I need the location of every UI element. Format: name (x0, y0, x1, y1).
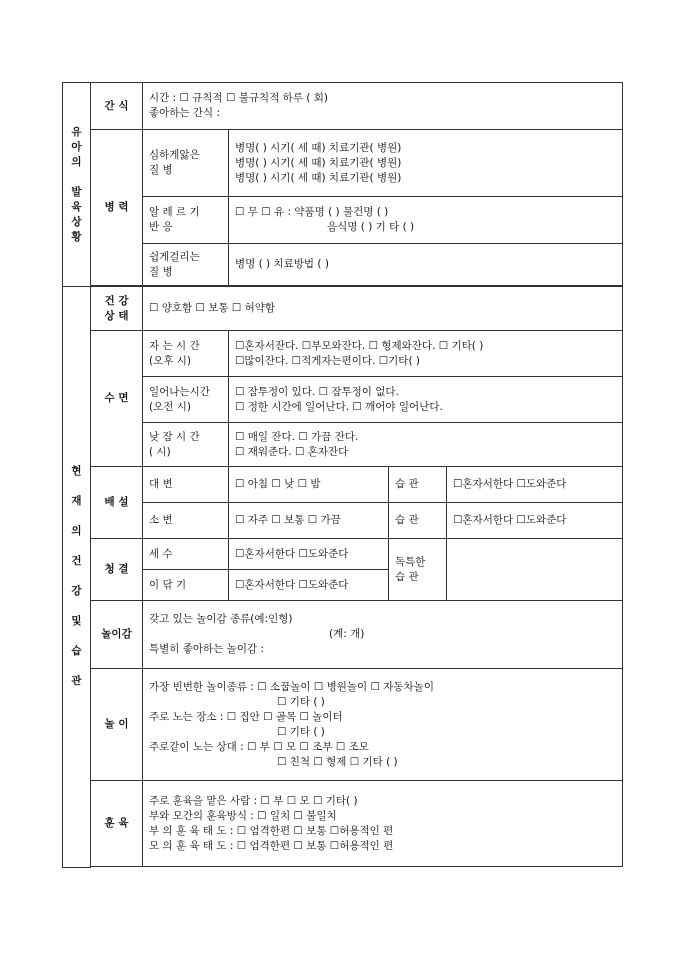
wake-options: ☐ 잠투정이 있다. ☐ 잠투정이 없다. ☐ 정한 시간에 일어난다. ☐ 깨어야 일어난다. (229, 377, 623, 423)
hygiene-label: 청 결 (91, 539, 143, 601)
wake-time-label: 일어나는시간 (오전 시) (143, 377, 229, 423)
health-status-label: 건 강 상 태 (91, 287, 143, 331)
discipline-label: 훈 육 (91, 781, 143, 867)
section-current-health-habits: 현 재 의 건 강 및 습 관 (63, 287, 91, 868)
illness-record-line[interactable]: 병명( ) 시기( 세 때) 치료기관( 병원) (235, 156, 402, 169)
snack-content (143, 83, 623, 130)
allergy-label: 알 레 르 기 반 응 (143, 197, 229, 244)
severe-illness-label: 심하게앓은 질 병 (143, 130, 229, 197)
prone-illness-label: 쉽게걸리는 질 병 (143, 244, 229, 286)
urine-habit-options[interactable]: ☐혼자서한다 ☐도와준다 (447, 503, 623, 539)
prone-illness-content (229, 244, 623, 286)
allergy-content (229, 197, 623, 244)
allergy-food-line[interactable]: 음식명 ( ) 기 타 ( ) (327, 221, 415, 233)
urine-label: 소 변 (143, 503, 229, 539)
health-status-options[interactable]: ☐ 양호함 ☐ 보통 ☐ 허약함 (143, 287, 623, 331)
discipline-content: 주로 훈육을 맡은 사람 : ☐ 부 ☐ 모 ☐ 기타( ) 부와 모간의 훈육방식 : ☐ 일치 ☐ 불일치 부 의 훈 육 태 도 : ☐ 엄격한편 ☐ 보통 ☐허용적인 편 모 의 훈 육 태 도 : ☐ 엄격한편 ☐ 보통 ☐허용적인 편 (143, 781, 623, 867)
bowel-habit-options[interactable]: ☐혼자서한다 ☐도와준다 (447, 467, 623, 503)
bowel-options[interactable]: ☐ 아침 ☐ 낮 ☐ 밤 (229, 467, 389, 503)
toys-label: 놀이감 (91, 601, 143, 669)
nap-options: ☐ 매일 잔다. ☐ 가끔 잔다. ☐ 재워준다. ☐ 혼자잔다 (229, 423, 623, 467)
child-record-form (62, 82, 623, 868)
illness-record-line[interactable]: 병명( ) 시기( 세 때) 치료기관( 병원) (235, 171, 402, 184)
unique-habit-field[interactable] (447, 539, 623, 601)
sleep-label: 수 면 (91, 331, 143, 467)
face-wash-label: 세 수 (143, 539, 229, 570)
section-infant-development: 유 아 의 발 육 상 황 (63, 83, 91, 287)
tooth-brush-options[interactable]: ☐혼자서한다 ☐도와준다 (229, 570, 389, 601)
face-wash-options[interactable]: ☐혼자서한다 ☐도와준다 (229, 539, 389, 570)
snack-favorite-line[interactable]: 좋아하는 간식 : (149, 107, 221, 119)
illness-label: 병 력 (91, 130, 143, 286)
snack-label: 간 식 (91, 83, 143, 130)
bowel-habit-label: 습 관 (389, 467, 447, 503)
tooth-brush-label: 이 닦 기 (143, 570, 229, 601)
urine-options[interactable]: ☐ 자주 ☐ 보통 ☐ 가끔 (229, 503, 389, 539)
severe-illness-content (229, 130, 623, 197)
bedtime-options: ☐혼자서잔다. ☐부모와잔다. ☐ 형제와잔다. ☐ 기타( ) ☐많이잔다. ☐적게자는편이다. ☐기타( ) (229, 331, 623, 377)
urine-habit-label: 습 관 (389, 503, 447, 539)
unique-habit-label: 독특한 습 관 (389, 539, 447, 601)
snack-time-line[interactable]: 시간 : ☐ 규칙적 ☐ 불규칙적 하루 ( 회) (149, 92, 328, 104)
play-content: 가장 빈번한 놀이종류 : ☐ 소꿉놀이 ☐ 병원놀이 ☐ 자동차놀이 ☐ 기타 ( ) 주로 노는 장소 : ☐ 집안 ☐ 골목 ☐ 놀이터 ☐ 기타 ( ) 주로같이 노는 상대 : ☐ 부 ☐ 모 ☐ 조부 ☐ 조모 ☐ 친척 ☐ 형제 ☐ 기타 ( ) (143, 669, 623, 781)
bowel-label: 대 변 (143, 467, 229, 503)
play-label: 놀 이 (91, 669, 143, 781)
bedtime-label: 자 는 시 간 (오후 시) (143, 331, 229, 377)
nap-time-label: 낮 잠 시 간 ( 시) (143, 423, 229, 467)
prone-illness-line[interactable]: 병명 ( ) 치료방법 ( ) (235, 258, 329, 270)
toilet-label: 배 설 (91, 467, 143, 539)
illness-record-line[interactable]: 병명( ) 시기( 세 때) 치료기관( 병원) (235, 141, 402, 154)
allergy-line[interactable]: ☐ 무 ☐ 유 : 약품명 ( ) 물건명 ( ) (235, 206, 389, 218)
toys-content: 갖고 있는 놀이감 종류(예:인형) (계: 개) 특별히 좋아하는 놀이감 : (143, 601, 623, 669)
